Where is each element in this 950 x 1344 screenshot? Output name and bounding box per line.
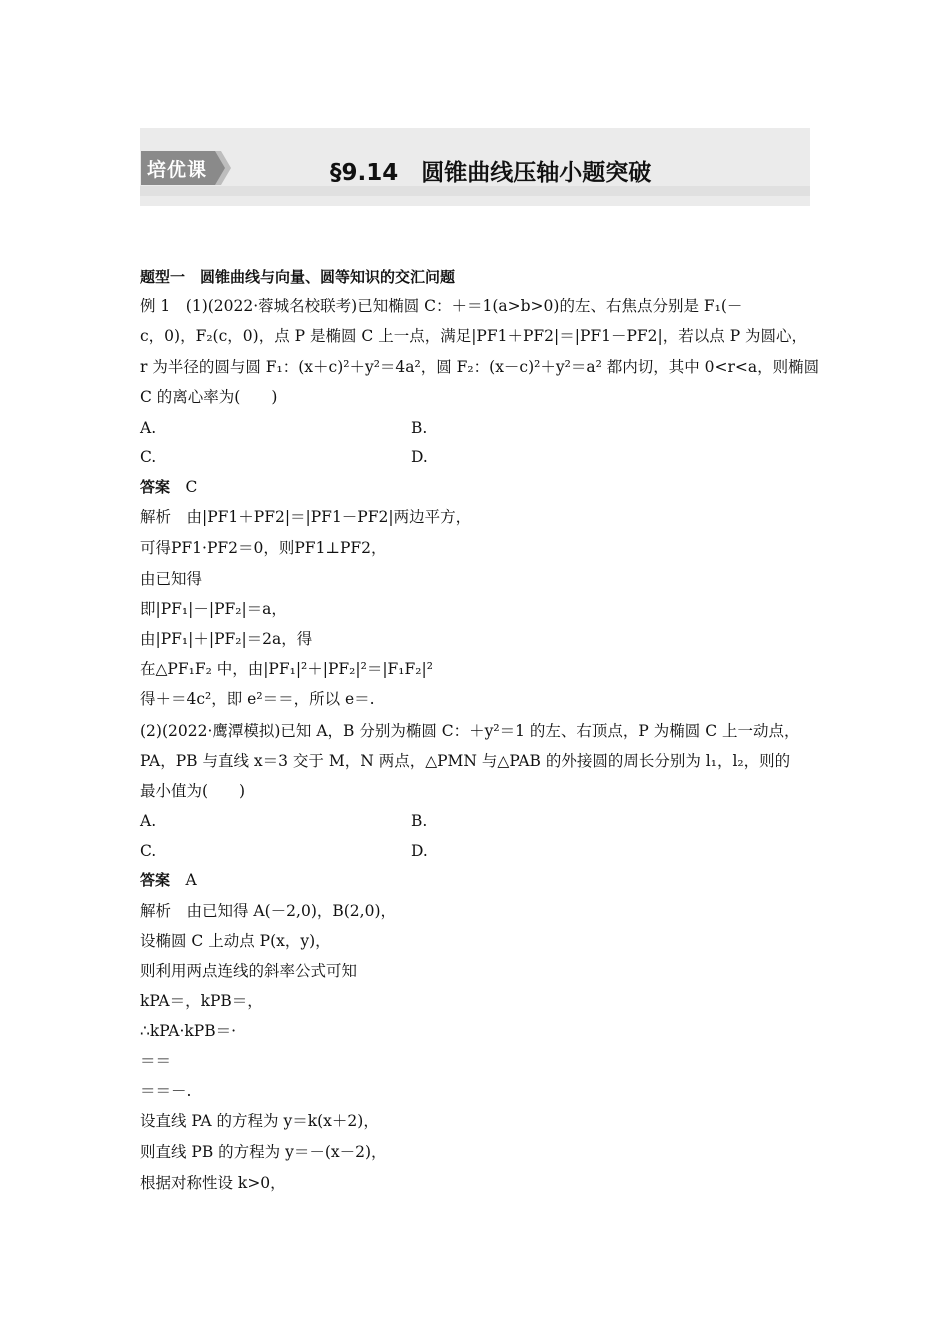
- option-d: D.: [411, 448, 428, 466]
- problem1-line-2: c，0)，F₂(c，0)，点 P 是椭圆 C 上一点，满足|PF1＋PF2|＝|PF1－PF2|，若以点 P 为圆心，: [140, 327, 808, 345]
- solution1-line-1: 解析 由|PF1＋PF2|＝|PF1－PF2|两边平方，: [140, 508, 472, 526]
- option-d: D.: [411, 842, 428, 860]
- solution2-line-1: 解析 由已知得 A(－2,0)，B(2,0)，: [140, 902, 397, 920]
- solution2-line-5: ∴kPA·kPB＝·: [140, 1022, 237, 1040]
- solution1-line-6: 在△PF₁F₂ 中，由|PF₁|²＋|PF₂|²＝|F₁F₂|²: [140, 660, 433, 678]
- solution2-line-7: ＝＝－.: [140, 1082, 192, 1100]
- answer2-value: A: [185, 871, 197, 889]
- answer2: [140, 869, 197, 891]
- course-tag-text: 培优课: [147, 159, 208, 181]
- solution2-line-2: 设椭圆 C 上动点 P(x，y)，: [140, 932, 331, 950]
- problem2-line-2: PA，PB 与直线 x＝3 交于 M，N 两点，△PMN 与△PAB 的外接圆的周长分别为 l₁，l₂，则的: [140, 752, 791, 770]
- problem1-line-4: C 的离心率为( ): [140, 388, 278, 406]
- page-title: §9.14 圆锥曲线压轴小题突破: [330, 160, 652, 186]
- solution2-line-3: 则利用两点连线的斜率公式可知: [140, 962, 358, 980]
- option-c: C.: [140, 842, 157, 860]
- solution1-line-2: 可得PF1·PF2＝0，则PF1⊥PF2，: [140, 539, 387, 557]
- answer2-label: 答案: [140, 871, 171, 889]
- answer1-label: 答案: [140, 478, 171, 496]
- section-heading: 题型一 圆锥曲线与向量、圆等知识的交汇问题: [140, 268, 456, 286]
- solution1-line-7: 得＋＝4c²，即 e²＝＝，所以 e＝.: [140, 690, 375, 708]
- problem2-line-3: 最小值为( ): [140, 782, 246, 800]
- option-c: C.: [140, 448, 157, 466]
- solution1-line-4: 即|PF₁|－|PF₂|＝a，: [140, 600, 287, 618]
- option-b: B.: [411, 812, 428, 830]
- solution2-line-10: 根据对称性设 k>0，: [140, 1174, 286, 1192]
- solution2-line-8: 设直线 PA 的方程为 y＝k(x＋2)，: [140, 1112, 379, 1130]
- option-a: A.: [140, 419, 157, 437]
- problem2-line-1: (2)(2022·鹰潭模拟)已知 A，B 分别为椭圆 C：＋y²＝1 的左、右顶点，P 为椭圆 C 上一动点，: [140, 722, 800, 740]
- problem1-line-3: r 为半径的圆与圆 F₁：(x＋c)²＋y²＝4a²，圆 F₂：(x－c)²＋y²＝a² 都内切，其中 0<r<a，则椭圆: [140, 358, 820, 376]
- answer1-value: C: [185, 478, 198, 496]
- option-a: A.: [140, 812, 157, 830]
- option-b: B.: [411, 419, 428, 437]
- solution2-line-4: kPA＝，kPB＝，: [140, 992, 263, 1010]
- solution2-line-6: ＝＝: [140, 1052, 172, 1070]
- answer1: [140, 476, 197, 498]
- solution2-line-9: 则直线 PB 的方程为 y＝－(x－2)，: [140, 1143, 387, 1161]
- problem1-line-1: 例 1 (1)(2022·蓉城名校联考)已知椭圆 C：＋＝1(a>b>0)的左、右焦点分别是 F₁(－: [140, 297, 743, 315]
- solution1-line-5: 由|PF₁|＋|PF₂|＝2a，得: [140, 630, 313, 648]
- course-tag: [141, 151, 229, 185]
- solution1-line-3: 由已知得: [140, 570, 203, 588]
